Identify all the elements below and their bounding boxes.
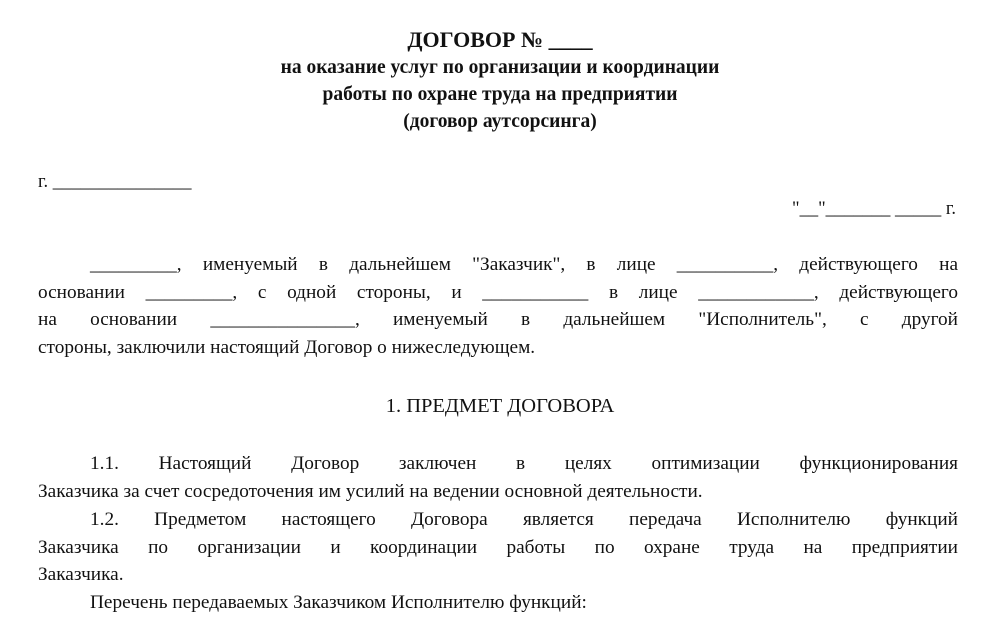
document-subtitle-line-1: на оказание услуг по организации и координации bbox=[280, 57, 720, 78]
clause-1-2-line-1: 1.2. Предметом настоящего Договора является передача Исполнителю функций bbox=[90, 509, 958, 530]
document-subtitle-line-3: (договор аутсорсинга) bbox=[403, 111, 597, 132]
functions-list-intro-text: Перечень передаваемых Заказчиком Исполнителю функций: bbox=[90, 592, 587, 613]
clause-1-1 bbox=[38, 450, 958, 505]
functions-list-intro bbox=[38, 589, 958, 617]
parties-paragraph bbox=[38, 251, 958, 361]
document-header bbox=[0, 26, 1000, 135]
section-1-heading: 1. ПРЕДМЕТ ДОГОВОРА bbox=[385, 395, 615, 417]
clause-1-1-line-2: Заказчика за счет сосредоточения им усилий на ведении основной деятельности. bbox=[38, 480, 703, 502]
parties-line-2: основании _________, с одной стороны, и ___________ в лице ____________, действующего bbox=[38, 281, 958, 303]
parties-line-1: _________, именуемый в дальнейшем "Заказчик", в лице __________, действующего на bbox=[90, 254, 958, 275]
clause-1-2 bbox=[38, 506, 958, 589]
date-line: "__"_______ _____ г. bbox=[792, 199, 956, 219]
clause-1-1-line-1: 1.1. Настоящий Договор заключен в целях оптимизации функционирования bbox=[90, 453, 958, 474]
document-title: ДОГОВОР № ____ bbox=[407, 27, 593, 52]
city-line: г. _______________ bbox=[38, 172, 192, 192]
document-subtitle-line-2: работы по охране труда на предприятии bbox=[322, 84, 678, 105]
parties-line-4: стороны, заключили настоящий Договор о нижеследующем. bbox=[38, 336, 536, 358]
parties-line-3: на основании _______________, именуемый в дальнейшем "Исполнитель", с другой bbox=[38, 309, 958, 331]
clause-1-2-line-3: Заказчика. bbox=[38, 564, 124, 586]
clause-1-2-line-2: Заказчика по организации и координации работы по охране труда на предприятии bbox=[38, 536, 958, 558]
